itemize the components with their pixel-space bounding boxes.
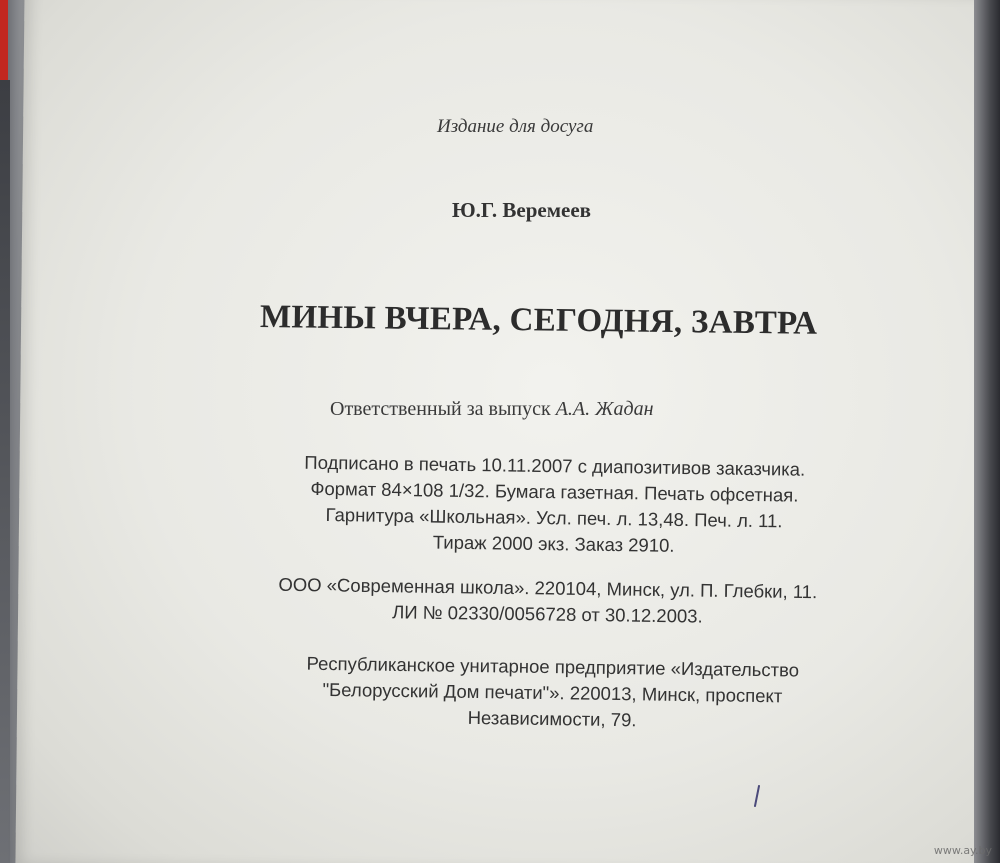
publisher-license: ЛИ № 02330/0056728 от 30.12.2003.: [392, 601, 703, 627]
publisher-block: [227, 571, 868, 632]
responsible-line: [330, 398, 654, 421]
red-cover-edge: [0, 0, 8, 80]
responsible-name: А.А. Жадан: [555, 398, 654, 420]
print-info-line: Тираж 2000 экз. Заказ 2910.: [432, 531, 675, 556]
print-info-line: Гарнитура «Школьная». Усл. печ. л. 13,48. Печ. л. 11.: [325, 503, 783, 532]
print-info-line: Подписано в печать 10.11.2007 с диапозитивов заказчика.: [304, 451, 806, 480]
author-name: Ю.Г. Веремеев: [452, 198, 592, 222]
left-book-edge: [0, 80, 10, 863]
book-title: МИНЫ ВЧЕРА, СЕГОДНЯ, ЗАВТРА: [259, 299, 818, 342]
printer-line: Независимости, 79.: [467, 706, 637, 731]
print-info-block: [254, 449, 855, 561]
publisher-line: ООО «Современная школа». 220104, Минск, ул. П. Глебки, 11.: [278, 573, 818, 603]
right-book-edge: [974, 0, 1000, 863]
series-label: Издание для досуга: [437, 116, 594, 137]
watermark-text: www.ay.by: [933, 844, 992, 857]
printer-line: "Белорусский Дом печати"». 220013, Минск, проспект: [322, 678, 783, 707]
printer-line: Республиканское унитарное предприятие «Издательство: [306, 652, 800, 681]
print-info-line: Формат 84×108 1/32. Бумага газетная. Печать офсетная.: [310, 477, 799, 506]
pen-mark: [754, 785, 760, 807]
responsible-label: Ответственный за выпуск: [330, 398, 551, 420]
printer-block: [257, 650, 848, 736]
